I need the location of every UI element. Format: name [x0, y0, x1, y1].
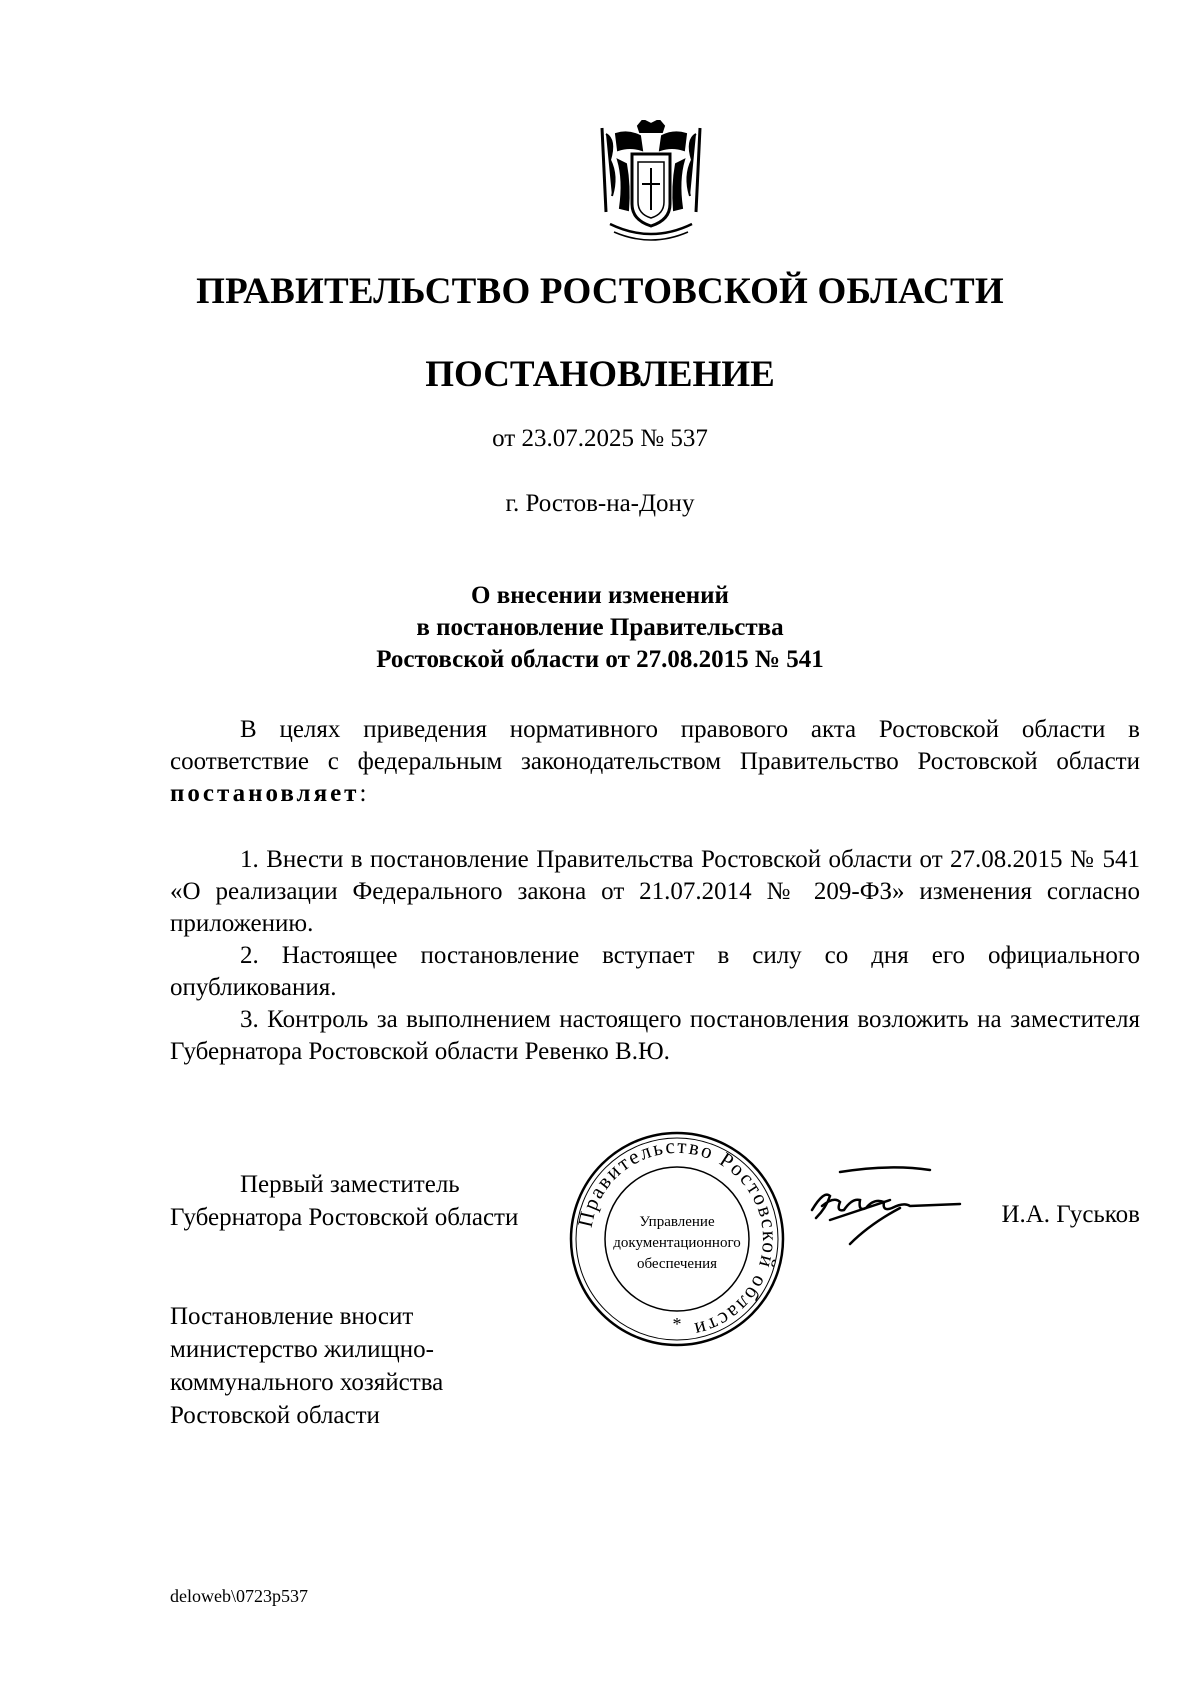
- file-reference: deloweb\0723p537: [170, 1586, 308, 1606]
- official-stamp-icon: [568, 1130, 786, 1348]
- decree-items: [170, 844, 1140, 1068]
- decree-item: 1. Внести в постановление Правительства Ростовской области от 27.08.2015 № 541 «О реализации Федерального закона от 21.07.2014 № 209-ФЗ» изменения согласно приложению.: [170, 846, 1140, 937]
- signatory-position: [170, 1168, 518, 1234]
- decree-item: 3. Контроль за выполнением настоящего постановления возложить на заместителя Губернатора Ростовской области Ревенко В.Ю.: [170, 1006, 1140, 1065]
- stamp-star: *: [672, 1314, 682, 1334]
- organization-title: ПРАВИТЕЛЬСТВО РОСТОВСКОЙ ОБЛАСТИ: [196, 271, 1004, 312]
- position-line: Губернатора Ростовской области: [170, 1204, 519, 1231]
- subject-line: Ростовской области от 27.08.2015 № 541: [376, 646, 824, 673]
- position-line: Первый заместитель: [240, 1171, 460, 1198]
- stamp-inner-line: Управление: [639, 1214, 715, 1230]
- coat-of-arms-icon: [596, 120, 706, 248]
- document-subject: [0, 580, 1200, 676]
- handwritten-signature-icon: [800, 1160, 970, 1260]
- decree-word: постановляет: [170, 780, 360, 807]
- preamble-colon: :: [359, 780, 367, 807]
- introduced-by-block: [170, 1300, 443, 1432]
- document-city: г. Ростов-на-Дону: [505, 490, 695, 517]
- subject-line: в постановление Правительства: [416, 614, 784, 641]
- stamp-inner-line: обеспечения: [636, 1256, 718, 1272]
- decree-item: 2. Настоящее постановление вступает в силу со дня его официального опубликования.: [170, 942, 1140, 1001]
- document-type-title: ПОСТАНОВЛЕНИЕ: [425, 354, 775, 395]
- introduced-by-line: Постановление вносит: [170, 1303, 414, 1330]
- introduced-by-line: коммунального хозяйства: [170, 1369, 444, 1396]
- preamble-paragraph: [170, 714, 1140, 810]
- stamp-inner-line: документационного: [613, 1235, 741, 1251]
- signatory-name: И.А. Гуськов: [1001, 1201, 1140, 1228]
- subject-line: О внесении изменений: [471, 582, 729, 609]
- introduced-by-line: министерство жилищно-: [170, 1336, 434, 1363]
- introduced-by-line: Ростовской области: [170, 1402, 380, 1429]
- stamp-outer-text: Правительство Ростовской области: [572, 1133, 783, 1343]
- document-date-number: от 23.07.2025 № 537: [492, 425, 708, 452]
- preamble-text: В целях приведения нормативного правового акта Ростовской области в соответствие с федеральным законодательством Правительство Ростовской области: [170, 716, 1140, 775]
